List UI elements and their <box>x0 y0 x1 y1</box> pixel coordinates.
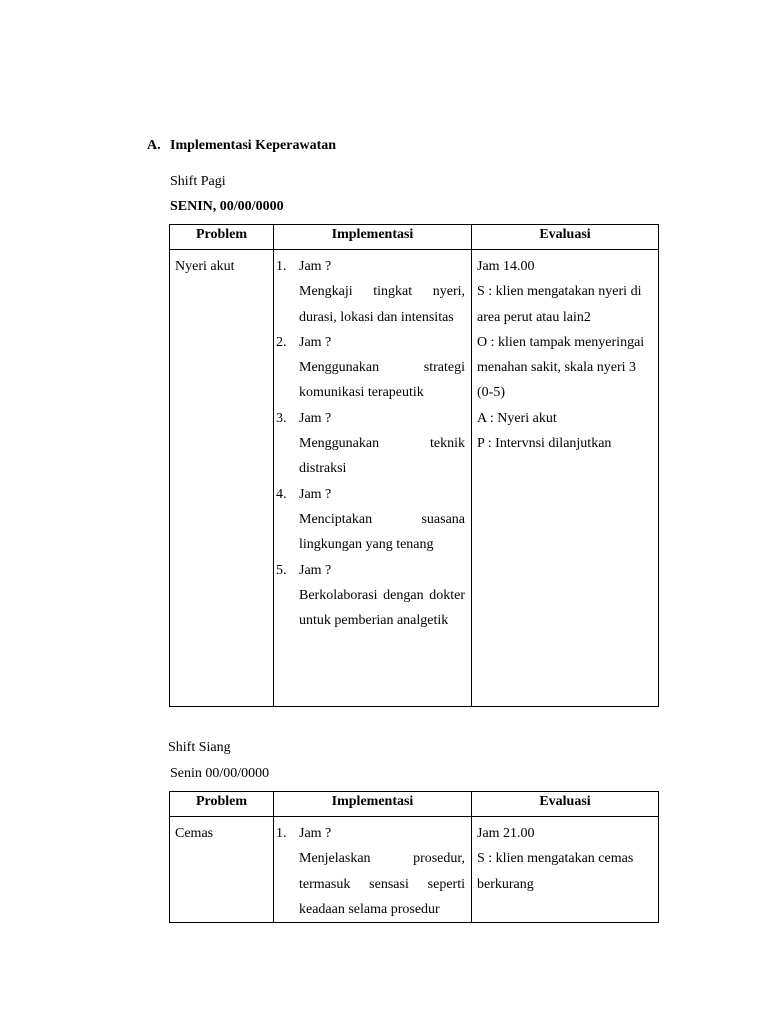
item-text: Menjelaskan prosedur, termasuk sensasi seperti keadaan selama prosedur <box>299 851 465 917</box>
list-item <box>274 821 465 922</box>
problem-cell: Cemas <box>175 826 214 841</box>
evaluation-time: Jam 21.00 <box>477 826 535 841</box>
header-evaluation: Evaluasi <box>472 792 659 817</box>
header-implementation: Implementasi <box>274 792 472 817</box>
item-time: Jam ? <box>299 826 332 841</box>
header-evaluation: Evaluasi <box>472 225 659 250</box>
table-row <box>170 250 659 707</box>
item-text: Berkolaborasi dengan dokter untuk pemberian analgetik <box>299 587 465 629</box>
section-title: Implementasi Keperawatan <box>170 138 337 153</box>
evaluation-time: Jam 14.00 <box>477 259 535 274</box>
item-text: Menggunakan teknik distraksi <box>299 436 465 477</box>
evaluation-plan: P : Intervnsi dilanjutkan <box>477 436 612 452</box>
item-time: Jam ? <box>299 334 332 350</box>
shift-label: Shift Pagi <box>170 174 226 189</box>
evaluation-subjective: S : klien mengatakan nyeri di area perut atau lain2 <box>477 284 642 325</box>
item-time: Jam ? <box>299 410 332 426</box>
day-label: Senin 00/00/0000 <box>170 766 270 781</box>
item-time: Jam ? <box>299 486 332 502</box>
item-text: Mengkaji tingkat nyeri, durasi, lokasi dan intensitas <box>299 284 465 325</box>
list-item <box>274 482 465 558</box>
item-text: Menggunakan strategi komunikasi terapeutik <box>299 360 465 401</box>
table-header-row <box>170 225 659 250</box>
table-row <box>170 817 659 923</box>
item-time: Jam ? <box>299 259 332 274</box>
item-number: 1. <box>276 259 287 274</box>
implementation-list <box>274 817 471 922</box>
implementation-table-afternoon <box>169 791 659 923</box>
list-item <box>274 558 465 634</box>
item-text: Menciptakan suasana lingkungan yang tenang <box>299 511 465 553</box>
table-header-row <box>170 792 659 817</box>
header-problem: Problem <box>170 792 274 817</box>
implementation-table-morning <box>169 224 659 707</box>
problem-cell: Nyeri akut <box>175 259 235 274</box>
item-number: 2. <box>276 334 287 350</box>
header-problem: Problem <box>170 225 274 250</box>
evaluation-subjective: S : klien mengatakan cemas berkurang <box>477 851 634 892</box>
list-item <box>274 254 465 330</box>
header-implementation: Implementasi <box>274 225 472 250</box>
evaluation-assessment: A : Nyeri akut <box>477 410 557 426</box>
list-item <box>274 330 465 406</box>
evaluation-objective: O : klien tampak menyeringai menahan sakit, skala nyeri 3 (0-5) <box>477 334 645 401</box>
evaluation-cell <box>472 817 658 897</box>
item-number: 5. <box>276 562 287 578</box>
shift-label: Shift Siang <box>168 740 231 755</box>
item-number: 3. <box>276 410 287 426</box>
list-item <box>274 406 465 482</box>
section-letter: A. <box>147 138 161 153</box>
item-time: Jam ? <box>299 562 332 578</box>
implementation-list <box>274 250 471 633</box>
evaluation-cell <box>472 250 658 456</box>
day-label: SENIN, 00/00/0000 <box>170 199 284 214</box>
item-number: 4. <box>276 486 287 502</box>
item-number: 1. <box>276 826 287 841</box>
